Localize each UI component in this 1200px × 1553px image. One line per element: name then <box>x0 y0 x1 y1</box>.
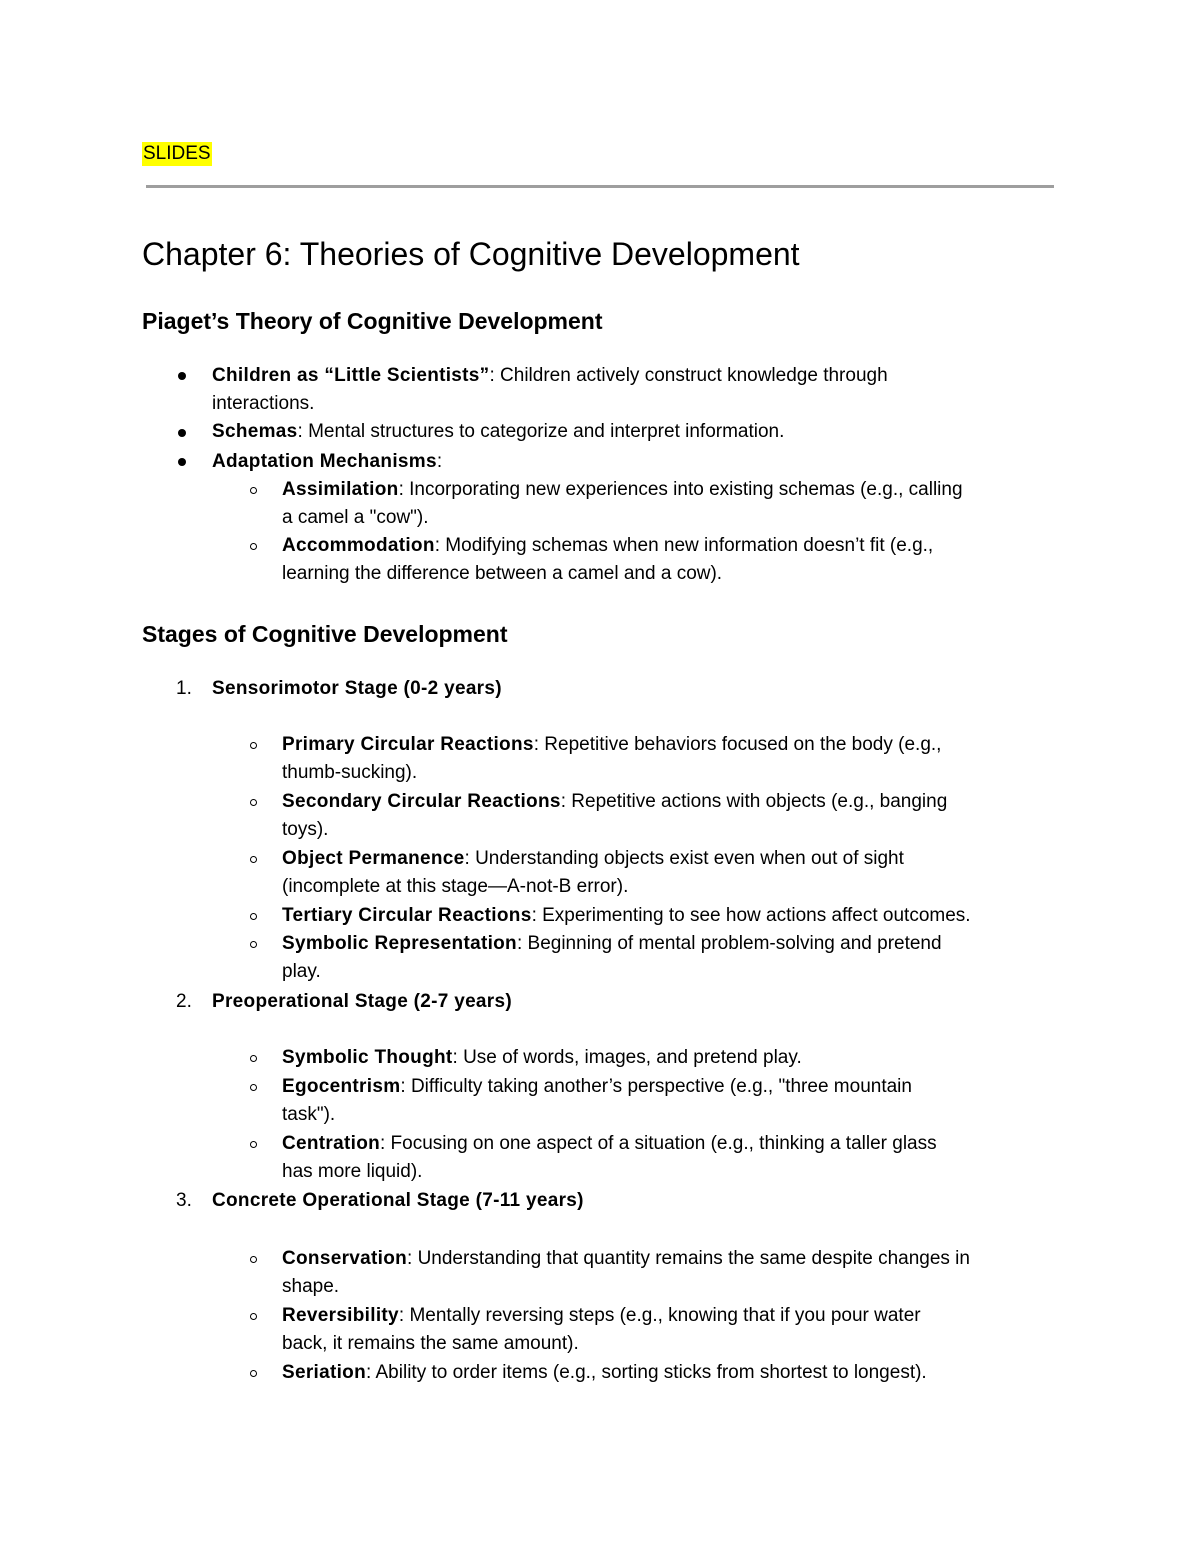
bullet-disc-icon <box>178 372 186 380</box>
sub-list-item-continuation: has more liquid). <box>282 1161 423 1182</box>
list-item: Schemas: Mental structures to categorize and interpret information. <box>212 421 785 442</box>
sub-list-item-continuation: thumb-sucking). <box>282 762 418 783</box>
list-item: Children as “Little Scientists”: Children actively construct knowledge through <box>212 365 888 386</box>
bullet-circle-icon <box>250 799 257 806</box>
sub-list-item-continuation: a camel a "cow"). <box>282 507 429 528</box>
sub-list-item: Egocentrism: Difficulty taking another’s perspective (e.g., "three mountain <box>282 1076 912 1097</box>
bullet-circle-icon <box>250 1055 257 1062</box>
sub-list-item: Conservation: Understanding that quantity remains the same despite changes in <box>282 1248 970 1269</box>
sub-list-item: Secondary Circular Reactions: Repetitive actions with objects (e.g., banging <box>282 791 948 812</box>
horizontal-rule <box>146 185 1054 188</box>
stages-heading: Stages of Cognitive Development <box>142 621 508 647</box>
sub-list-item: Reversibility: Mentally reversing steps (e.g., knowing that if you pour water <box>282 1305 921 1326</box>
stage-title: Concrete Operational Stage (7-11 years) <box>212 1190 584 1211</box>
sub-list-item-continuation: (incomplete at this stage—A-not-B error). <box>282 876 629 897</box>
list-item-continuation: interactions. <box>212 393 315 414</box>
sub-list-item: Symbolic Representation: Beginning of mental problem-solving and pretend <box>282 933 942 954</box>
bullet-disc-icon <box>178 458 186 466</box>
stage-title: Sensorimotor Stage (0-2 years) <box>212 678 502 699</box>
sub-list-item: Tertiary Circular Reactions: Experimenting to see how actions affect outcomes. <box>282 905 971 926</box>
sub-list-item-continuation: play. <box>282 961 321 982</box>
stage-title: Preoperational Stage (2-7 years) <box>212 991 512 1012</box>
bullet-circle-icon <box>250 856 257 863</box>
stage-number: 2. <box>176 991 192 1012</box>
bullet-circle-icon <box>250 913 257 920</box>
slides-link[interactable]: SLIDES <box>143 143 211 164</box>
bullet-circle-icon <box>250 1141 257 1148</box>
bullet-circle-icon <box>250 941 257 948</box>
sub-list-item: Object Permanence: Understanding objects exist even when out of sight <box>282 848 904 869</box>
sub-list-item: Centration: Focusing on one aspect of a situation (e.g., thinking a taller glass <box>282 1133 937 1154</box>
sub-list-item-continuation: shape. <box>282 1276 340 1297</box>
sub-list-item: Symbolic Thought: Use of words, images, and pretend play. <box>282 1047 802 1068</box>
bullet-circle-icon <box>250 742 257 749</box>
bullet-circle-icon <box>250 1313 257 1320</box>
stage-number: 3. <box>176 1190 192 1211</box>
bullet-circle-icon <box>250 1084 257 1091</box>
bullet-circle-icon <box>250 1370 257 1377</box>
bullet-circle-icon <box>250 487 257 494</box>
sub-list-item-continuation: task"). <box>282 1104 336 1125</box>
bullet-circle-icon <box>250 1256 257 1263</box>
list-item: Adaptation Mechanisms: <box>212 451 443 472</box>
chapter-title: Chapter 6: Theories of Cognitive Development <box>142 236 800 272</box>
sub-list-item: Primary Circular Reactions: Repetitive behaviors focused on the body (e.g., <box>282 734 942 755</box>
sub-list-item: Assimilation: Incorporating new experiences into existing schemas (e.g., calling <box>282 479 963 500</box>
sub-list-item-continuation: toys). <box>282 819 329 840</box>
sub-list-item: Seriation: Ability to order items (e.g., sorting sticks from shortest to longest). <box>282 1362 927 1383</box>
sub-list-item: Accommodation: Modifying schemas when new information doesn’t fit (e.g., <box>282 535 934 556</box>
sub-list-item-continuation: learning the difference between a camel and a cow). <box>282 563 723 584</box>
sub-list-item-continuation: back, it remains the same amount). <box>282 1333 579 1354</box>
bullet-circle-icon <box>250 543 257 550</box>
piaget-heading: Piaget’s Theory of Cognitive Development <box>142 308 603 334</box>
stage-number: 1. <box>176 678 192 699</box>
bullet-disc-icon <box>178 429 186 437</box>
